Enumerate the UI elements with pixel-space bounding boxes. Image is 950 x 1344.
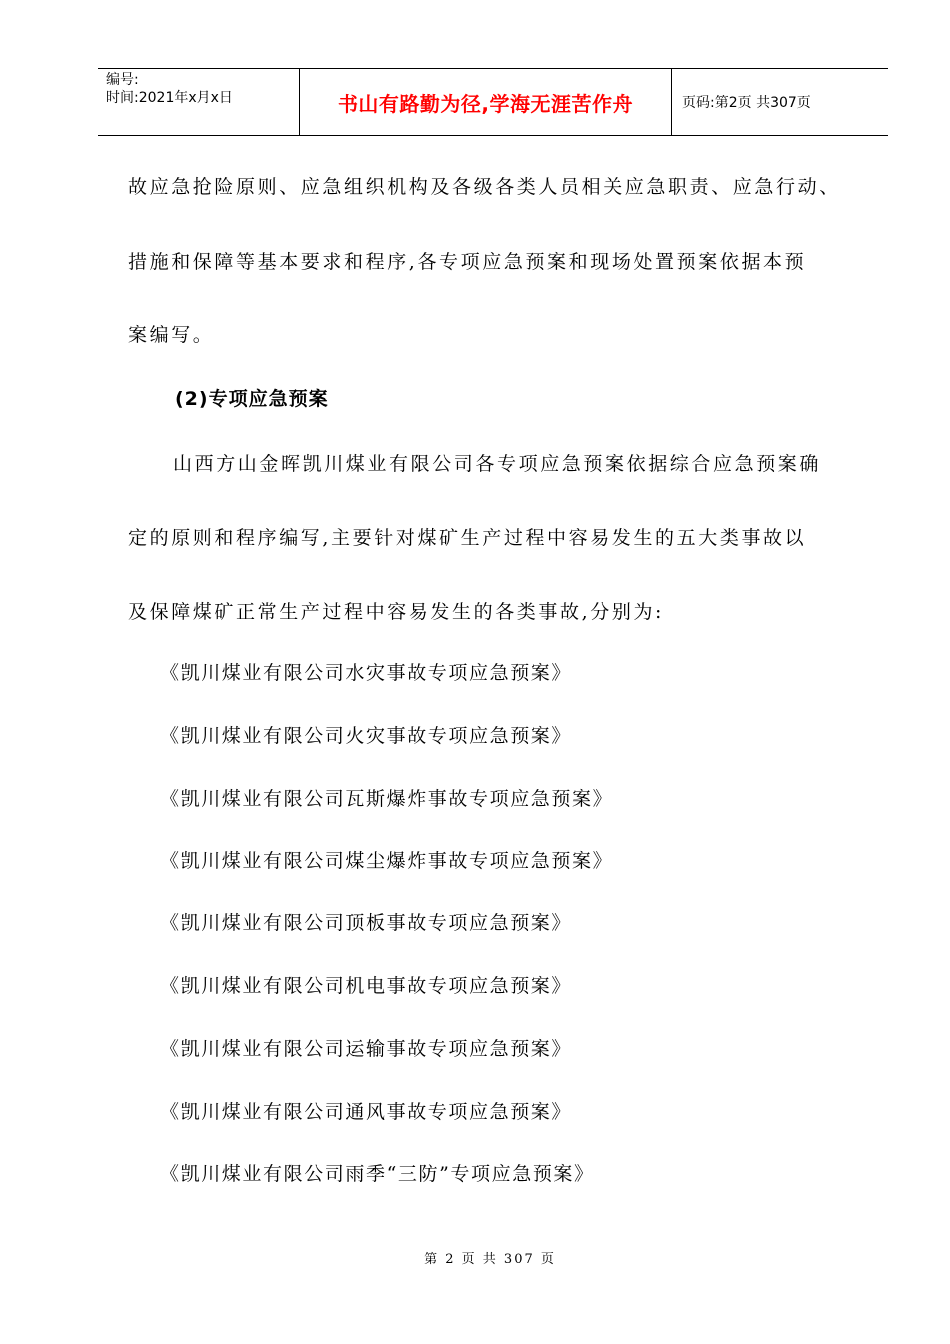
plan-list-item: 《凯川煤业有限公司雨季“三防”专项应急预案》 [160,1163,595,1185]
paragraph-line: 措施和保障等基本要求和程序,各专项应急预案和现场处置预案依据本预 [128,251,807,273]
page-footer: 第 2 页 共 307 页 [424,1252,556,1267]
plan-list-item: 《凯川煤业有限公司瓦斯爆炸事故专项应急预案》 [160,788,614,810]
plan-list-item: 《凯川煤业有限公司机电事故专项应急预案》 [160,975,573,997]
plan-list-item: 《凯川煤业有限公司顶板事故专项应急预案》 [160,912,573,934]
plan-list-item: 《凯川煤业有限公司煤尘爆炸事故专项应急预案》 [160,850,614,872]
document-number-label: 编号: [106,72,139,88]
plan-list-item: 《凯川煤业有限公司火灾事故专项应急预案》 [160,725,573,747]
plan-list-item: 《凯川煤业有限公司运输事故专项应急预案》 [160,1038,573,1060]
paragraph-line: 案编写。 [128,324,215,346]
section-heading: (2)专项应急预案 [175,388,329,410]
paragraph-line: 及保障煤矿正常生产过程中容易发生的各类事故,分别为: [128,601,665,623]
paragraph-line: 定的原则和程序编写,主要针对煤矿生产过程中容易发生的五大类事故以 [128,527,807,549]
document-time-label: 时间:2021年x月x日 [106,90,233,106]
header-motto: 书山有路勤为径,学海无涯苦作舟 [300,69,672,135]
page-header [98,68,888,136]
plan-list-item: 《凯川煤业有限公司水灾事故专项应急预案》 [160,662,573,684]
header-page-info: 页码:第2页 共307页 [682,95,811,111]
paragraph-line: 山西方山金晖凯川煤业有限公司各专项应急预案依据综合应急预案确 [173,453,822,475]
paragraph-line: 故应急抢险原则、应急组织机构及各级各类人员相关应急职责、应急行动、 [128,176,841,198]
plan-list-item: 《凯川煤业有限公司通风事故专项应急预案》 [160,1101,573,1123]
header-meta [98,69,300,135]
